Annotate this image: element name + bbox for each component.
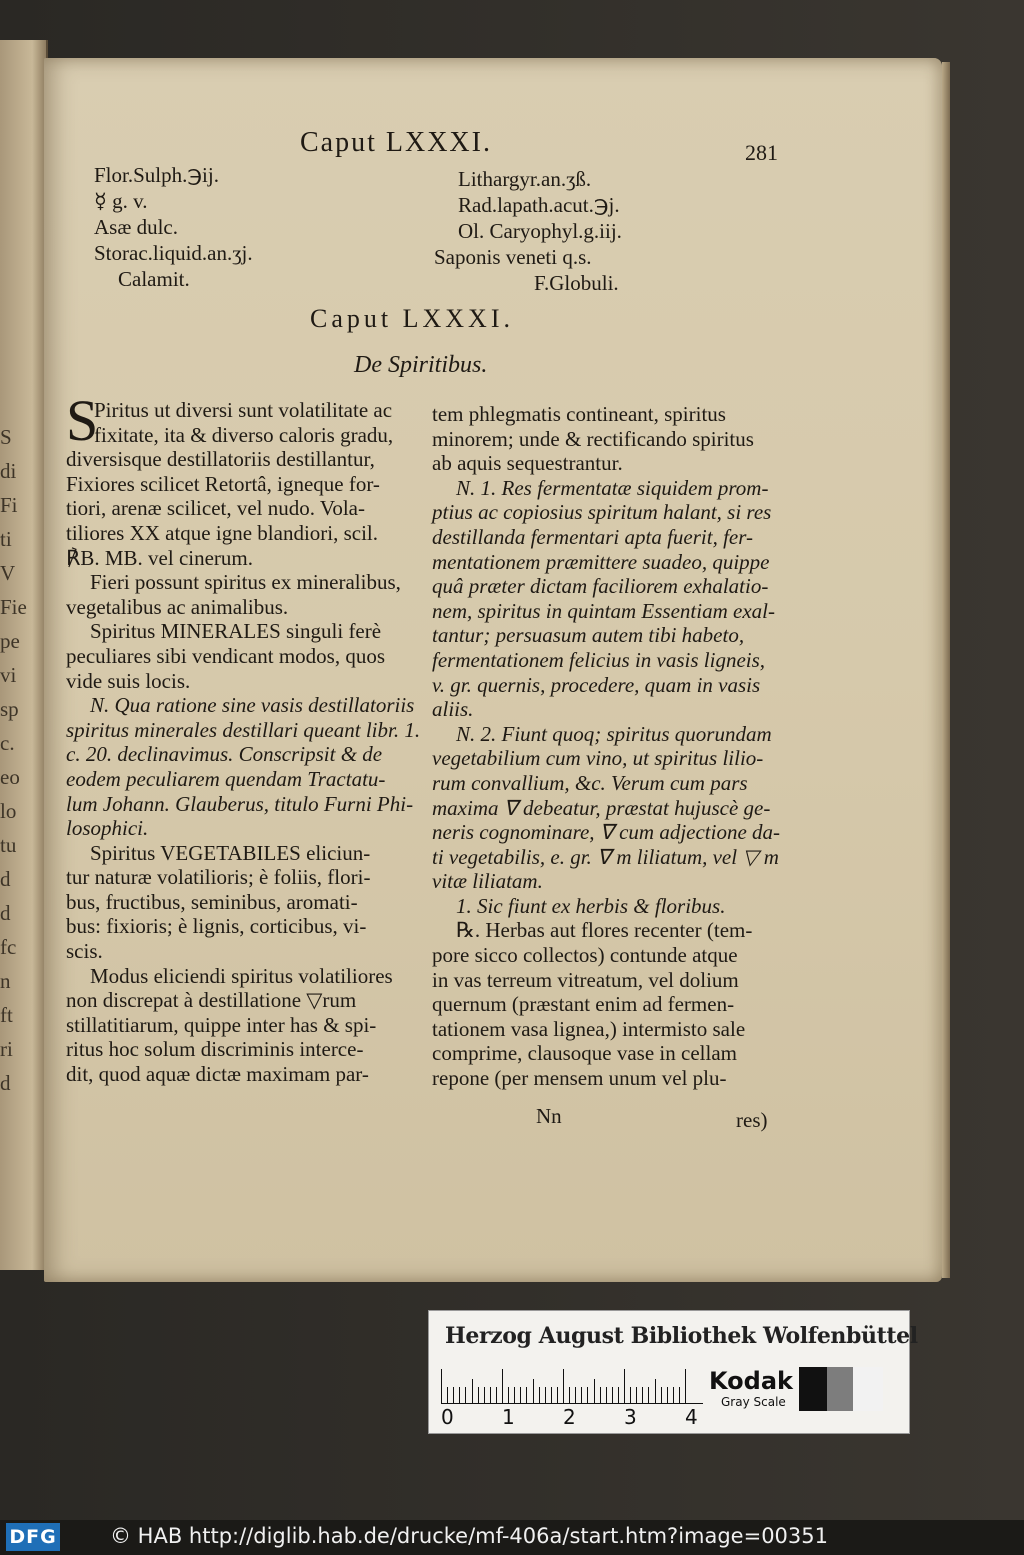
facing-fragment: Fie bbox=[0, 595, 27, 619]
text-line: mentationem præmittere suadeo, quippe bbox=[432, 549, 770, 574]
text-line: spiritus minerales destillari queant libr. 1. bbox=[66, 717, 421, 742]
ruler-tick bbox=[496, 1387, 497, 1403]
text-line: ℞. Herbas aut flores recenter (tem- bbox=[456, 918, 753, 943]
credit-line: © HAB http://diglib.hab.de/drucke/mf-406a/start.htm?image=00351 bbox=[110, 1524, 828, 1548]
text-line: ptius ac copiosius spiritum halant, si res bbox=[432, 500, 772, 525]
ruler-label: 4 bbox=[685, 1405, 698, 1429]
ruler-tick bbox=[636, 1387, 637, 1403]
text-line: tiori, arenæ scilicet, vel nudo. Vola- bbox=[66, 496, 365, 521]
facing-fragment: tu bbox=[0, 833, 17, 857]
facing-fragment: d bbox=[0, 1071, 11, 1095]
ruler-tick bbox=[465, 1387, 466, 1403]
text-line: tationem vasa lignea,) intermisto sale bbox=[432, 1016, 746, 1041]
ruler-label: 2 bbox=[563, 1405, 576, 1429]
text-line: vide suis locis. bbox=[66, 668, 191, 693]
ruler-tick bbox=[508, 1387, 509, 1403]
facing-fragment: fc bbox=[0, 935, 17, 959]
recipe-line: F.Globuli. bbox=[534, 271, 619, 295]
ruler-tick bbox=[447, 1387, 448, 1403]
text-line: Fixiores scilicet Retortâ, igneque for- bbox=[66, 471, 380, 496]
text-line: Piritus ut diversi sunt volatilitate ac bbox=[94, 398, 393, 422]
text-line: ℟B. MB. vel cinerum. bbox=[66, 545, 254, 570]
ruler-tick bbox=[581, 1387, 582, 1403]
page-edge bbox=[942, 62, 950, 1278]
ruler-tick bbox=[685, 1369, 686, 1403]
recipe-line: Calamit. bbox=[118, 267, 190, 291]
color-target bbox=[428, 1310, 918, 1434]
facing-page-text bbox=[0, 420, 40, 1100]
text-line: tur naturæ volatilioris; è foliis, flori- bbox=[66, 865, 371, 890]
footer-bar bbox=[0, 1520, 1024, 1555]
ruler-tick bbox=[533, 1379, 534, 1403]
ruler-tick bbox=[587, 1387, 588, 1403]
recipe-line: Storac.liquid.an.ʒj. bbox=[94, 241, 253, 265]
text-line: tiliores XX atque igne blandiori, scil. bbox=[66, 520, 379, 545]
ruler-tick bbox=[642, 1387, 643, 1403]
gray-patch-dark bbox=[799, 1367, 827, 1411]
text-line: diversisque destillatoriis destillantur, bbox=[66, 447, 375, 472]
ruler-tick bbox=[569, 1387, 570, 1403]
text-line: repone (per mensem unum vel plu- bbox=[432, 1066, 727, 1091]
ruler-tick bbox=[630, 1387, 631, 1403]
chapter-title: Caput LXXXI. bbox=[310, 304, 514, 333]
text-line: N. Qua ratione sine vasis destillatoriis bbox=[90, 693, 415, 718]
text-line: minorem; unde & rectificando spiritus bbox=[432, 426, 754, 451]
recipe-line: Ol. Caryophyl.g.iij. bbox=[458, 219, 622, 243]
recipe-line: ☿ g. v. bbox=[94, 189, 148, 213]
facing-fragment: Fi bbox=[0, 493, 18, 517]
text-line: maxima ∇ debeatur, præstat hujuscè ge- bbox=[432, 795, 771, 820]
ruler-tick bbox=[618, 1387, 619, 1403]
text-line: tantur; persuasum autem tibi habeto, bbox=[432, 623, 745, 648]
text-line: N. 2. Fiunt quoq; spiritus quorundam bbox=[456, 721, 772, 746]
text-line: ritus hoc solum discriminis interce- bbox=[66, 1037, 364, 1062]
text-line: comprime, clausoque vase in cellam bbox=[432, 1041, 737, 1066]
text-line: eodem peculiarem quendam Tractatu- bbox=[66, 766, 386, 791]
target-title: Herzog August Bibliothek Wolfenbüttel bbox=[445, 1323, 918, 1349]
facing-fragment: ft bbox=[0, 1003, 13, 1027]
ruler-tick bbox=[484, 1387, 485, 1403]
ruler-tick bbox=[679, 1387, 680, 1403]
text-line: neris cognominare, ∇ cum adjectione da- bbox=[432, 820, 781, 845]
text-line: scis. bbox=[66, 939, 103, 964]
facing-fragment: vi bbox=[0, 663, 17, 687]
recipe-line: Asæ dulc. bbox=[94, 215, 178, 239]
ruler-tick bbox=[453, 1387, 454, 1403]
text-line: Spiritus MINERALES singuli ferè bbox=[90, 619, 382, 644]
text-line: pore sicco collectos) contunde atque bbox=[432, 943, 738, 968]
text-line: fixitate, ita & diverso caloris gradu, bbox=[94, 422, 394, 447]
ruler-tick bbox=[624, 1369, 625, 1403]
facing-fragment: ti bbox=[0, 527, 12, 551]
text-line: tem phlegmatis contineant, spiritus bbox=[432, 402, 726, 426]
ruler-tick bbox=[661, 1387, 662, 1403]
ruler-tick bbox=[667, 1387, 668, 1403]
text-line: aliis. bbox=[432, 697, 474, 722]
text-line: dit, quod aquæ dictæ maximam par- bbox=[66, 1062, 369, 1087]
dfg-logo: DFG bbox=[6, 1523, 60, 1551]
text-line: non discrepat à destillatione ▽rum bbox=[66, 988, 357, 1013]
running-head: Caput LXXXI. bbox=[300, 127, 492, 158]
text-line: bus, fructibus, seminibus, aromati- bbox=[66, 889, 358, 914]
text-line: vitæ liliatam. bbox=[432, 869, 543, 894]
facing-fragment: V bbox=[0, 561, 16, 585]
text-line: stillatitiarum, quippe inter has & spi- bbox=[66, 1012, 377, 1037]
text-line: in vas terreum vitreatum, vel dolium bbox=[432, 967, 739, 992]
text-line: v. gr. quernis, procedere, quam in vasis bbox=[432, 672, 761, 697]
text-line: quâ præter dictam faciliorem exhalatio- bbox=[432, 574, 769, 599]
ruler-tick bbox=[648, 1387, 649, 1403]
ruler-label: 0 bbox=[441, 1405, 454, 1429]
text-line: fermentationem felicius in vasis ligneis, bbox=[432, 647, 766, 672]
ruler-tick bbox=[606, 1387, 607, 1403]
ruler-tick bbox=[502, 1369, 503, 1403]
facing-fragment: di bbox=[0, 459, 17, 483]
text-line: peculiares sibi vendicant modos, quos bbox=[66, 643, 386, 668]
kodak-subtitle: Gray Scale bbox=[721, 1395, 786, 1409]
ruler-tick bbox=[520, 1387, 521, 1403]
ruler-tick bbox=[551, 1387, 552, 1403]
recipe-line: Flor.Sulph.℈ij. bbox=[94, 163, 219, 187]
ruler-tick bbox=[575, 1387, 576, 1403]
text-line: nem, spiritus in quintam Essentiam exal- bbox=[432, 598, 775, 623]
text-line: c. 20. declinavimus. Conscripsit & de bbox=[66, 742, 383, 767]
signature-mark: Nn bbox=[536, 1104, 562, 1128]
facing-fragment: lo bbox=[0, 799, 17, 823]
text-line: 1. Sic fiunt ex herbis & floribus. bbox=[456, 893, 726, 918]
drop-capital: S bbox=[66, 388, 99, 453]
ruler-scale bbox=[441, 1363, 703, 1404]
recipe-line: Lithargyr.an.ʒß. bbox=[458, 167, 592, 191]
facing-fragment: n bbox=[0, 969, 11, 993]
text-line: Spiritus VEGETABILES eliciun- bbox=[90, 840, 371, 865]
gray-patch-mid bbox=[827, 1367, 853, 1411]
facing-fragment: ri bbox=[0, 1037, 13, 1061]
text-line: losophici. bbox=[66, 816, 149, 841]
text-line: ti vegetabilis, e. gr. ∇ m liliatum, vel ▽ m bbox=[432, 844, 779, 869]
facing-fragment: c. bbox=[0, 731, 15, 755]
ruler-tick bbox=[563, 1369, 564, 1403]
ruler-tick bbox=[557, 1387, 558, 1403]
facing-fragment: d bbox=[0, 901, 11, 925]
facing-fragment: eo bbox=[0, 765, 20, 789]
ruler-tick bbox=[514, 1387, 515, 1403]
section-title: De Spiritibus. bbox=[354, 352, 488, 378]
ruler-tick bbox=[441, 1369, 442, 1403]
ruler-tick bbox=[594, 1379, 595, 1403]
ruler-tick bbox=[459, 1387, 460, 1403]
text-column-right bbox=[432, 402, 792, 1091]
ruler-tick bbox=[600, 1387, 601, 1403]
text-line: bus: fixioris; è lignis, corticibus, vi- bbox=[66, 914, 367, 939]
facing-fragment: pe bbox=[0, 629, 20, 653]
ruler-tick bbox=[612, 1387, 613, 1403]
kodak-logo: Kodak bbox=[709, 1367, 793, 1395]
text-line: N. 1. Res fermentatæ siquidem prom- bbox=[456, 475, 769, 500]
text-line: ab aquis sequestrantur. bbox=[432, 451, 623, 476]
ruler-tick bbox=[526, 1387, 527, 1403]
text-line: vegetabilium cum vino, ut spiritus lilio- bbox=[432, 746, 764, 771]
text-line: rum convallium, &c. Verum cum pars bbox=[432, 770, 748, 795]
text-line: destillanda fermentari apta fuerit, fer- bbox=[432, 524, 753, 549]
ruler-tick bbox=[472, 1379, 473, 1403]
ruler-tick bbox=[655, 1379, 656, 1403]
ruler-tick bbox=[539, 1387, 540, 1403]
ruler-tick bbox=[490, 1387, 491, 1403]
text-line: vegetalibus ac animalibus. bbox=[66, 594, 289, 619]
ruler-tick bbox=[673, 1387, 674, 1403]
text-line: lum Johann. Glauberus, titulo Furni Phi- bbox=[66, 791, 414, 816]
ruler-tick bbox=[478, 1387, 479, 1403]
recipe-left-column bbox=[94, 162, 253, 292]
gray-patch-light bbox=[853, 1367, 883, 1411]
facing-fragment: sp bbox=[0, 697, 19, 721]
catchword: res) bbox=[736, 1108, 768, 1132]
facing-fragment: d bbox=[0, 867, 11, 891]
ruler-tick bbox=[545, 1387, 546, 1403]
recipe-line: Saponis veneti q.s. bbox=[434, 245, 592, 269]
facing-fragment: S bbox=[0, 425, 12, 449]
text-line: Modus eliciendi spiritus volatiliores bbox=[90, 963, 393, 988]
text-line: quernum (præstant enim ad fermen- bbox=[432, 992, 735, 1017]
recipe-line: Rad.lapath.acut.℈j. bbox=[458, 193, 620, 217]
recipe-right-column bbox=[434, 166, 622, 296]
ruler-label: 3 bbox=[624, 1405, 637, 1429]
text-line: Fieri possunt spiritus ex mineralibus, bbox=[90, 570, 401, 595]
text-column-left bbox=[66, 388, 421, 1087]
facing-page bbox=[0, 40, 48, 1270]
page-number: 281 bbox=[745, 140, 778, 165]
ruler-label: 1 bbox=[502, 1405, 515, 1429]
